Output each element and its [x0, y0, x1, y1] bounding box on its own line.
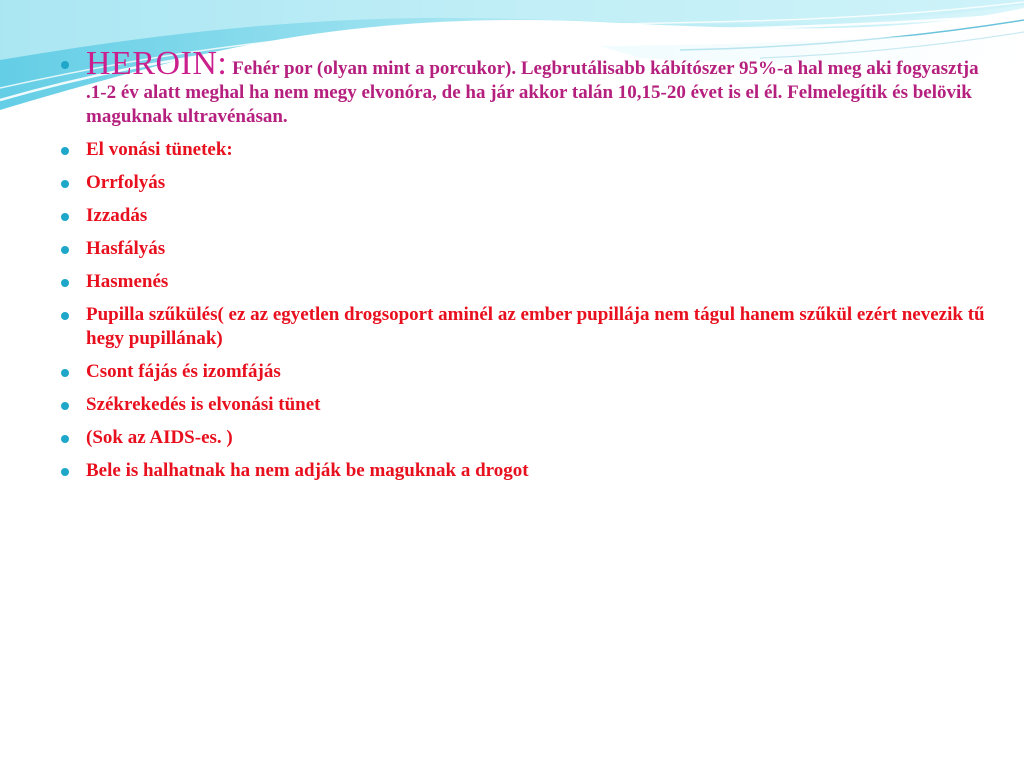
- list-item: [58, 393, 988, 417]
- bullet-icon: [61, 61, 69, 69]
- list-item-text: Csont fájás és izomfájás: [86, 361, 281, 382]
- heroin-title: HEROIN:: [86, 45, 228, 82]
- list-item-text: Székrekedés is elvonási tünet: [86, 394, 321, 415]
- list-item: [58, 459, 988, 483]
- bullet-list: [58, 45, 988, 483]
- bullet-icon: [61, 213, 69, 221]
- list-item: [58, 204, 988, 228]
- list-item-text: Pupilla szűkülés( ez az egyetlen drogsoport aminél az ember pupillája nem tágul hanem szűkül ezért nevezik tű hegy pupillának): [86, 304, 985, 349]
- bullet-icon: [61, 468, 69, 476]
- bullet-icon: [61, 180, 69, 188]
- list-item-text: Izzadás: [86, 205, 148, 226]
- heroin-description: Fehér por (olyan mint a porcukor). Legbrutálisabb kábítószer 95%-a hal meg aki fogyasztja .1-2 év alatt meghal ha nem megy elvonóra, de ha jár akkor talán 10,15-20 évet is el él. Felmelegítik és belövik maguknak ultravénásan.: [86, 58, 979, 127]
- bullet-icon: [61, 246, 69, 254]
- bullet-icon: [61, 369, 69, 377]
- list-item: [58, 138, 988, 162]
- bullet-icon: [61, 312, 69, 320]
- list-item-text: (Sok az AIDS-es. ): [86, 427, 233, 448]
- list-item: [58, 270, 988, 294]
- slide-content: [58, 45, 988, 492]
- bullet-icon: [61, 435, 69, 443]
- list-item: [58, 237, 988, 261]
- bullet-icon: [61, 279, 69, 287]
- list-item: [58, 303, 988, 351]
- list-item-text: Orrfolyás: [86, 172, 166, 193]
- list-item-text: Hasfályás: [86, 238, 166, 259]
- list-item: [58, 360, 988, 384]
- list-item: [58, 171, 988, 195]
- bullet-icon: [61, 147, 69, 155]
- list-item-text: Bele is halhatnak ha nem adják be maguknak a drogot: [86, 460, 529, 481]
- list-item-text: El vonási tünetek:: [86, 139, 233, 160]
- list-item-text: Hasmenés: [86, 271, 169, 292]
- list-item: [58, 426, 988, 450]
- list-item-heroin: [58, 45, 988, 129]
- bullet-icon: [61, 402, 69, 410]
